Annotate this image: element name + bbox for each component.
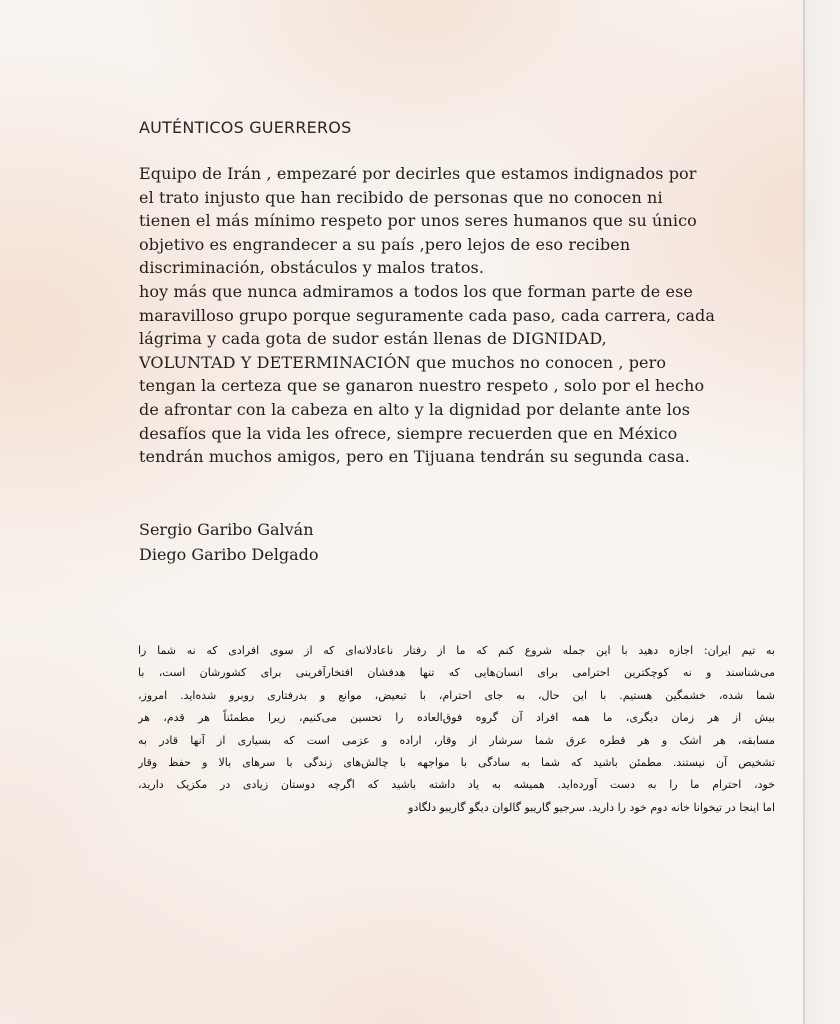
body-line: Equipo de Irán , empezaré por decirles que estamos indignados por <box>139 164 697 183</box>
spanish-letter-body <box>139 162 789 469</box>
body-line: VOLUNTAD Y DETERMINACIÓN que muchos no conocen , pero <box>139 352 667 372</box>
persian-line: می‌شناسند و نه کوچکترین احترامی برای انسان‌هایی که تنها هدفشان افتخارآفرینی برای کشورشان است، با <box>138 666 775 680</box>
body-line: tienen el más mínimo respeto por unos seres humanos que su único <box>139 211 697 231</box>
signature-name: Diego Garibo Delgado <box>139 545 319 564</box>
signature-name: Sergio Garibo Galván <box>139 520 314 539</box>
body-line: maravilloso grupo porque seguramente cada paso, cada carrera, cada <box>139 305 716 325</box>
body-line: desafíos que la vida les ofrece, siempre recuerden que en México <box>139 423 678 443</box>
body-line: de afrontar con la cabeza en alto y la dignidad por delante ante los <box>139 399 691 419</box>
persian-translation <box>138 640 775 819</box>
persian-line: اما اینجا در تیخوانا خانه دوم خود را دارید. سرجیو گاریبو گالوان دیگو گاریبو دلگادو <box>408 800 775 814</box>
page-edge-shadow <box>805 0 840 1024</box>
page-title: AUTÉNTICOS GUERREROS <box>139 118 352 137</box>
body-line: el trato injusto que han recibido de personas que no conocen ni <box>139 187 663 207</box>
body-line: tengan la certeza que se ganaron nuestro respeto , solo por el hecho <box>139 376 705 396</box>
body-line: tendrán muchos amigos, pero en Tijuana tendrán su segunda casa. <box>139 447 690 467</box>
persian-line: مسابقه، هر اشک و هر قطره عرق شما سرشار از وقار، اراده و عزمی است که بسیاری از آنها قادر به <box>138 733 775 747</box>
body-line: hoy más que nunca admiramos a todos los que forman parte de ese <box>139 281 694 301</box>
persian-line: تشخیص آن نیستند. مطمئن باشید که شما به سادگی با مواجهه با چالش‌های زندگی با سرهای بالا و حفظ وقار <box>138 755 775 769</box>
signature-block <box>139 517 319 567</box>
persian-line: شما شده، خشمگین هستیم. با این حال، به جای احترام، با تبعیض، موانع و بدرفتاری روبرو شده‌اید. امروز، <box>138 688 775 702</box>
persian-line: خود، احترام ما را به دست آورده‌اید. همیشه به یاد داشته باشید که اگرچه دوستان زیادی در مکزیک دارید، <box>138 778 775 792</box>
persian-line: به تیم ایران: اجازه دهید با این جمله شروع کنم که ما از رفتار ناعادلانه‌ای که از سوی افرادی که نه شما را <box>138 644 775 657</box>
body-line: lágrima y cada gota de sudor están llenas de DIGNIDAD, <box>139 329 607 349</box>
body-line: discriminación, obstáculos y malos tratos. <box>139 258 485 278</box>
persian-line: بیش از هر زمان دیگری، ما همه افراد آن گروه فوق‌العاده را تحسین می‌کنیم، زیرا مطمئناً هر قدم، هر <box>138 711 775 725</box>
body-line: objetivo es engrandecer a su país ,pero lejos de eso reciben <box>139 234 631 254</box>
